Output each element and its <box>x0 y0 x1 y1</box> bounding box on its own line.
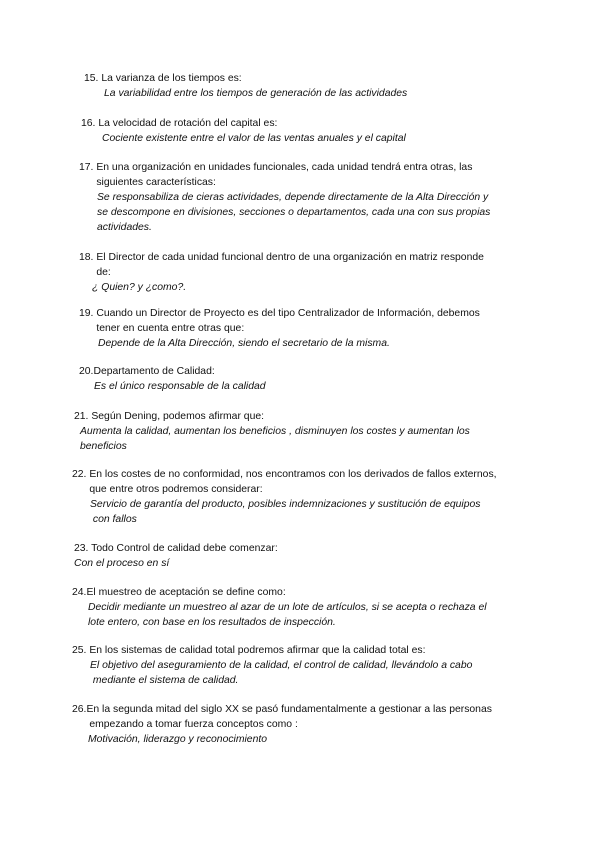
answer-text: Es el único responsable de la calidad <box>94 381 266 392</box>
question-text: 24.El muestreo de aceptación se define como: <box>72 587 286 598</box>
question-20 <box>79 364 266 394</box>
answer-text: Motivación, liderazgo y reconocimiento <box>88 734 268 745</box>
answer-text: Se responsabiliza de cieras actividades, depende directamente de la Alta Dirección y se descompone en divisiones, secciones o departamentos, cada una con sus propias actividades. <box>97 192 491 233</box>
question-23 <box>74 541 278 571</box>
question-16 <box>81 116 406 146</box>
answer-text: Cociente existente entre el valor de las ventas anuales y el capital <box>102 133 406 144</box>
answer-text: Con el proceso en sí <box>74 558 170 569</box>
question-text: 19. Cuando un Director de Proyecto es del tipo Centralizador de Información, debemos tener en cuenta entre otras que: <box>79 308 480 334</box>
question-text: 20.Departamento de Calidad: <box>79 366 215 377</box>
question-text: 16. La velocidad de rotación del capital es: <box>81 118 278 129</box>
answer-text: Decidir mediante un muestreo al azar de un lote de artículos, si se acepta o rechaza el lote entero, con base en los resultados de inspección. <box>88 602 487 628</box>
question-19 <box>79 306 480 351</box>
question-text: 21. Según Dening, podemos afirmar que: <box>74 411 265 422</box>
question-18 <box>79 250 484 295</box>
question-25 <box>72 643 472 688</box>
answer-text: Servicio de garantía del producto, posibles indemnizaciones y sustitución de equipos con fallos <box>90 499 481 525</box>
question-21 <box>74 409 470 454</box>
question-22 <box>72 467 497 527</box>
question-text: 26.En la segunda mitad del siglo XX se pasó fundamentalmente a gestionar a las personas empezando a tomar fuerza conceptos como : <box>72 704 492 730</box>
question-26 <box>72 702 492 747</box>
question-17 <box>79 160 490 235</box>
question-24 <box>72 585 487 630</box>
question-text: 18. El Director de cada unidad funcional dentro de una organización en matriz responde de: <box>79 252 484 278</box>
answer-text: La variabilidad entre los tiempos de generación de las actividades <box>104 88 408 99</box>
answer-text: ¿ Quien? y ¿como?. <box>92 282 187 293</box>
question-text: 25. En los sistemas de calidad total podremos afirmar que la calidad total es: <box>72 645 426 656</box>
answer-text: Aumenta la calidad, aumentan los beneficios , disminuyen los costes y aumentan los beneficios <box>80 426 470 452</box>
question-text: 15. La varianza de los tiempos es: <box>84 73 242 84</box>
answer-text: Depende de la Alta Dirección, siendo el secretario de la misma. <box>98 338 390 349</box>
answer-text: El objetivo del aseguramiento de la calidad, el control de calidad, llevándolo a cabo mediante el sistema de calidad. <box>90 660 473 686</box>
question-15 <box>84 71 407 101</box>
question-text: 22. En los costes de no conformidad, nos encontramos con los derivados de fallos externos, que entre otros podremos considerar: <box>72 469 497 495</box>
question-text: 17. En una organización en unidades funcionales, cada unidad tendrá entra otras, las siguientes características: <box>79 162 473 188</box>
question-text: 23. Todo Control de calidad debe comenzar: <box>74 543 278 554</box>
